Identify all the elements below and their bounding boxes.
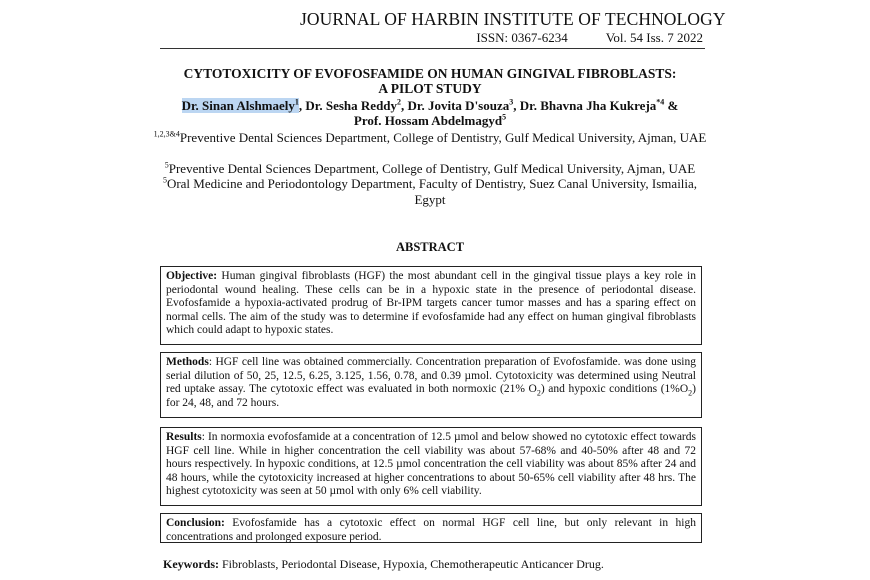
author-5: Prof. Hossam Abdelmagyd$^5$: [353, 112, 507, 128]
methods-label: Methods: [166, 356, 209, 368]
keywords-text: Fibroblasts, Periodontal Disease, Hypoxia, Chemotherapeutic Anticancer Drug.: [219, 557, 604, 571]
methods-box: [160, 352, 702, 418]
author-2: Dr. Sesha Reddy$^2$: [305, 97, 402, 113]
paper-title: [150, 66, 710, 96]
header-rule: [160, 48, 705, 49]
title-line-1: CYTOTOXICITY OF EVOFOSFAMIDE ON HUMAN GINGIVAL FIBROBLASTS:: [183, 66, 677, 81]
author-list: Dr. Sinan Alshmaely$^1$, Dr. Sesha Reddy$^2$, Dr. Jovita D'souza$^3$, Dr. Bhavna Jha Kukreja$^{*4}$ & Prof. Hossam Abdelmagyd$^5$: [181, 97, 679, 128]
results-label: Results: [166, 431, 202, 443]
author-4: Dr. Bhavna Jha Kukreja$^{*4}$: [519, 97, 665, 113]
title-line-2: A PILOT STUDY: [378, 81, 482, 96]
conclusion-box: [160, 513, 702, 543]
keywords-label: Keywords:: [163, 557, 219, 571]
issn-text: ISSN: 0367-6234: [476, 30, 568, 45]
affiliation-3: $^5$Oral Medicine and Periodontology Department, Faculty of Dentistry, Suez Canal University, Ismailia, Egypt: [162, 175, 698, 207]
results-text: : In normoxia evofosfamide at a concentration of 12.5 µmol and below showed no cytotoxic effect towards HGF cell line. While in higher concentration the cell viability was about 57-68% and 40-50% after 48 and 72 hours respectively. In hypoxic conditions, at 12.5 µmol concentration the cell viability was about 85% after 24 and 48 hours, while the cytotoxicity increased at higher concentrations to about 50-65% cell viability after 48 hrs. The highest cytotoxicity was seen at 50 µmol with only 6% cell viability.: [166, 431, 696, 497]
abstract-heading: ABSTRACT: [395, 240, 465, 254]
volume-issue-text: Vol. 54 Iss. 7 2022: [605, 30, 703, 45]
results-box: [160, 427, 702, 506]
objective-label: Objective:: [166, 270, 218, 282]
author-1[interactable]: Dr. Sinan Alshmaely$^1$: [181, 97, 299, 113]
affiliation-1: $^{1,2,3\&4}$Preventive Dental Sciences Department, College of Dentistry, Gulf Medical University, Ajman, UAE: [153, 129, 707, 145]
objective-box: [160, 266, 702, 345]
author-3: Dr. Jovita D'souza$^3$: [407, 97, 514, 113]
conclusion-text: Evofosfamide has a cytotoxic effect on normal HGF cell line, but only relevant in high concentrations and prolonged exposure period.: [166, 517, 696, 543]
issn-row: [300, 30, 703, 46]
conclusion-label: Conclusion:: [166, 517, 225, 529]
objective-text: Human gingival fibroblasts (HGF) the most abundant cell in the gingival tissue plays a key role in periodontal wound healing. These cells can be in a hypoxic state in the presence of periodontal disease. Evofosfamide a hypoxia-activated prodrug of Br-IPM targets cancer tumor masses and has a sparing effect on normal cells. The aim of the study was to determine if evofosfamide had any effect on human gingival fibroblasts which could adapt to hypoxic states.: [166, 270, 696, 336]
journal-name: JOURNAL OF HARBIN INSTITUTE OF TECHNOLOGY: [300, 9, 726, 29]
methods-text: : HGF cell line was obtained commercially. Concentration preparation of Evofosfamide. was done using serial dilution of 50, 25, 12.5, 6.25, 3.125, 1.56, 0.78, and 0.39 µmol. Cytotoxicity was determined using Neutral red uptake assay. The cytotoxic effect was evaluated in both normoxic (21% $O_2$) and hypoxic conditions $(1\%O_2)$ for 24, 48, and 72 hours.: [166, 356, 696, 409]
keywords-line: [163, 557, 708, 572]
affiliation-2: $^5$Preventive Dental Sciences Department, College of Dentistry, Gulf Medical University, Ajman, UAE: [164, 160, 696, 176]
